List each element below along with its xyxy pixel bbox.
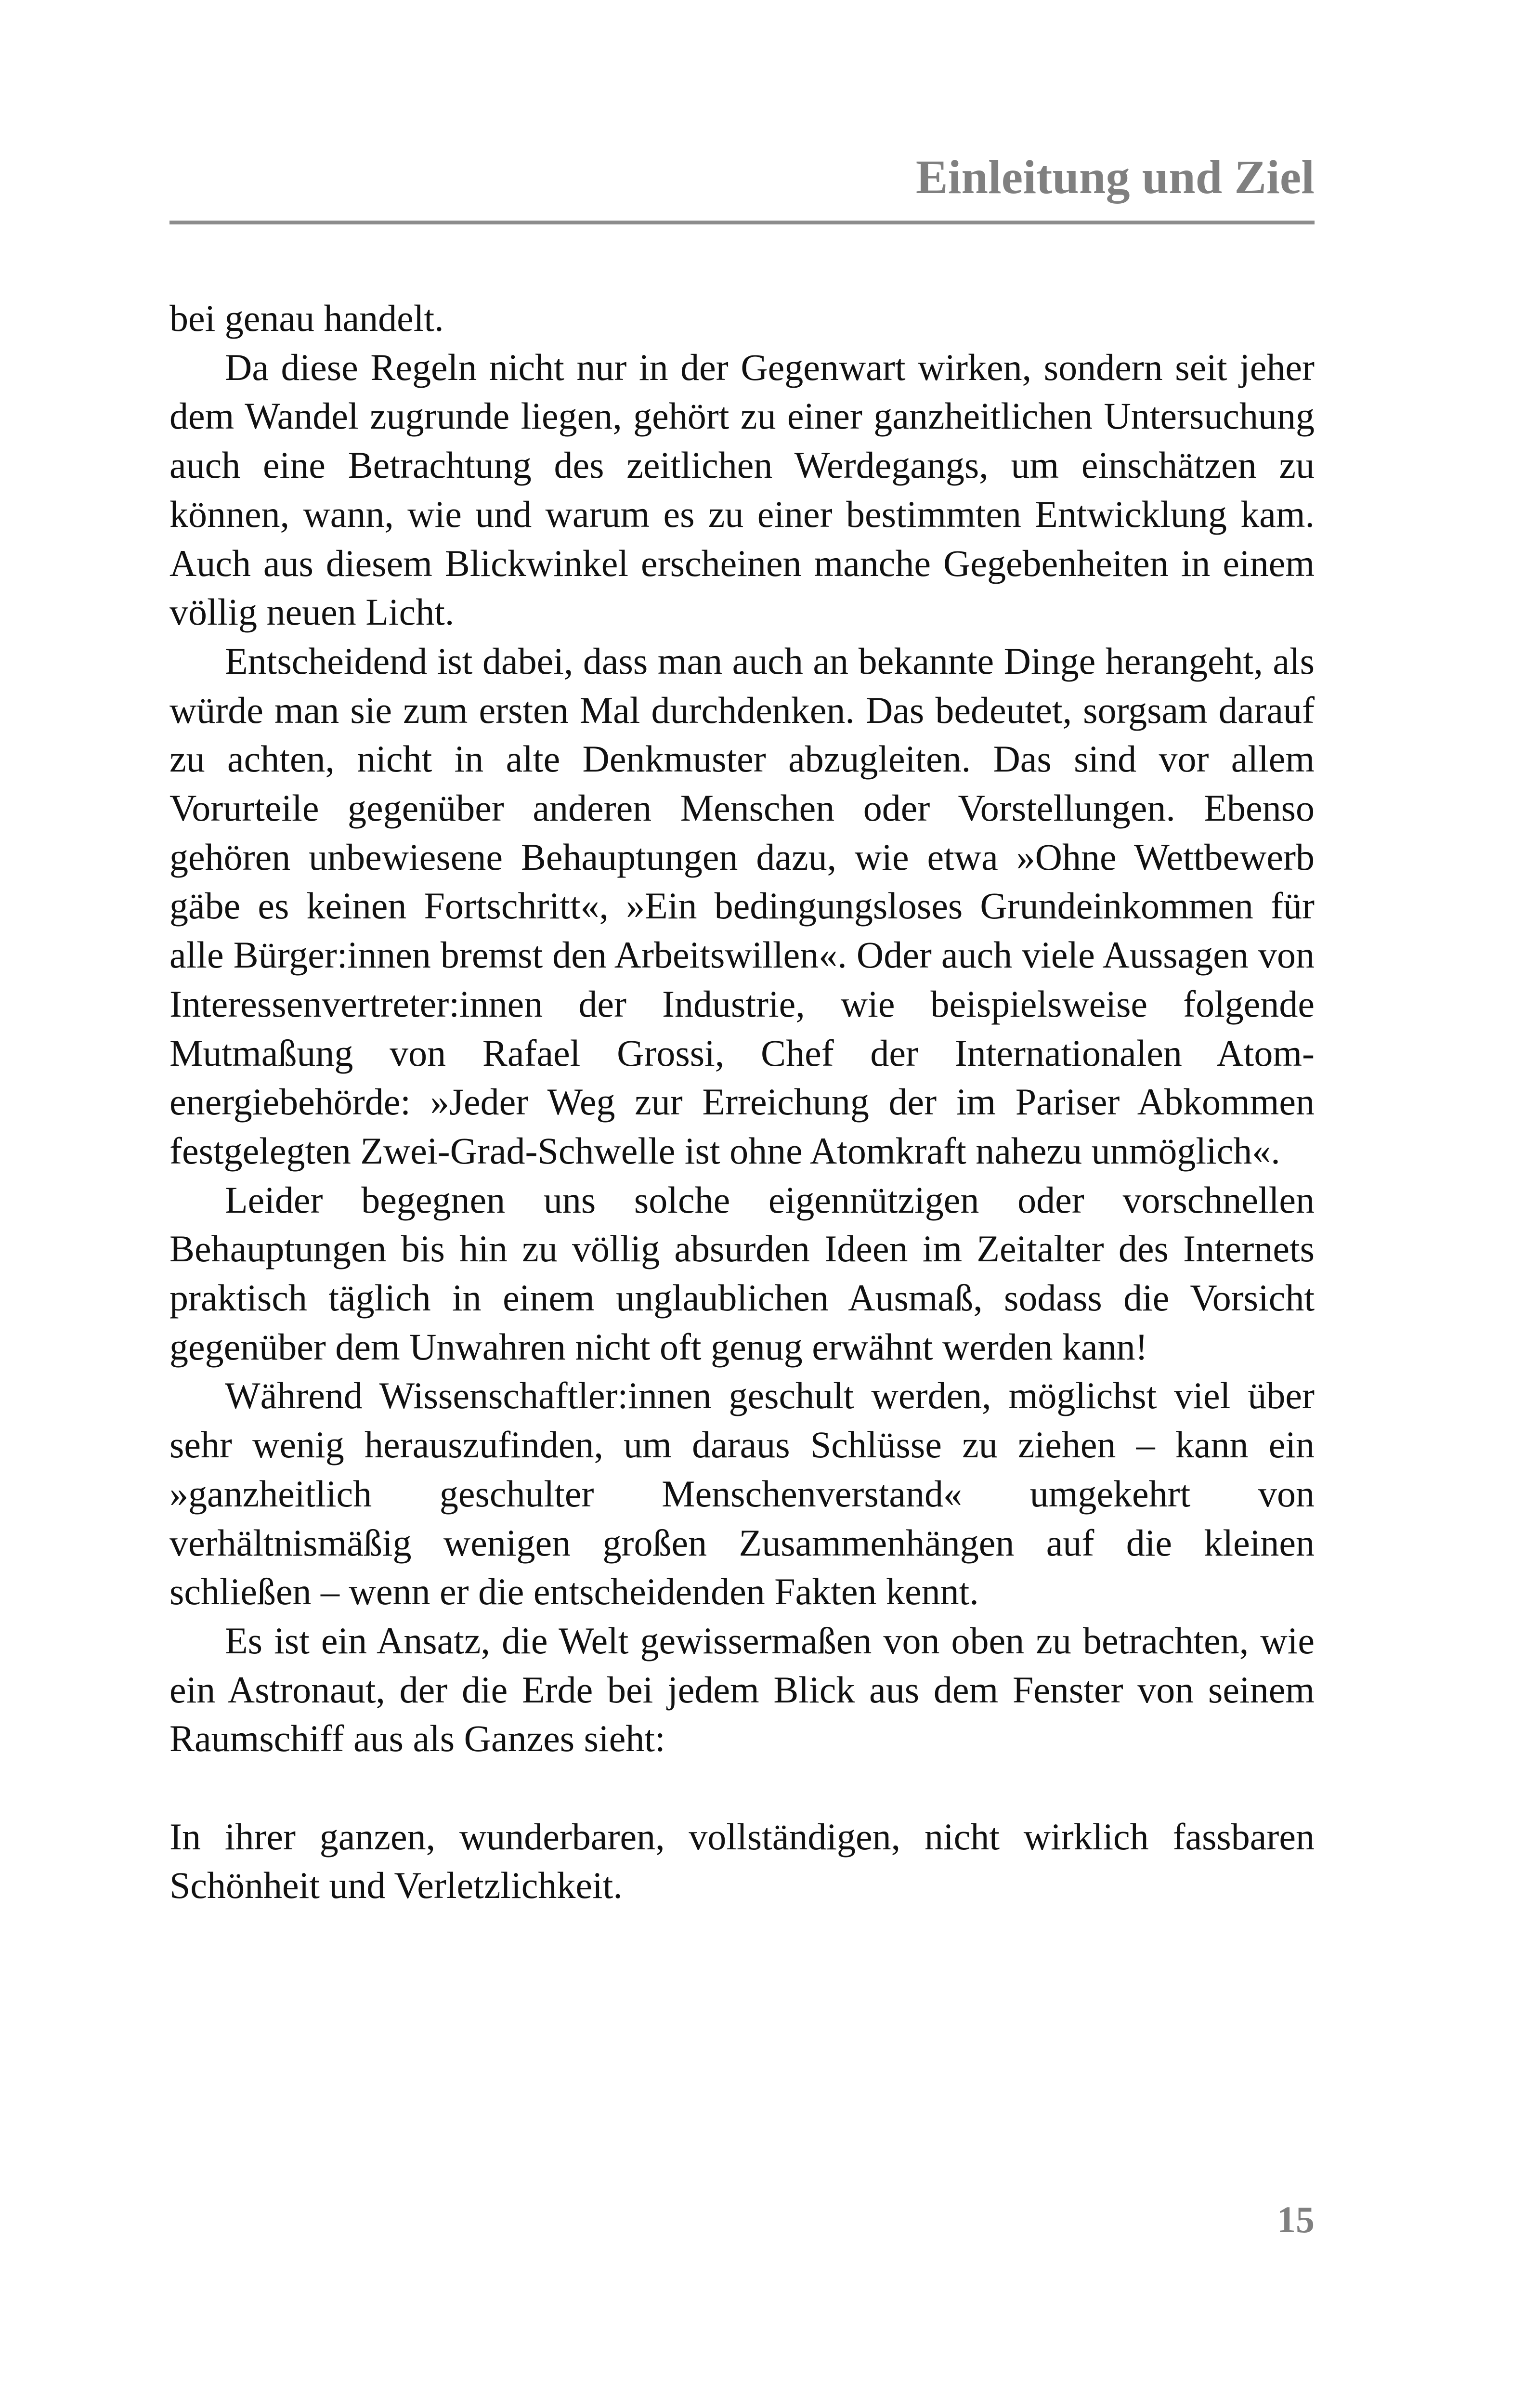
paragraph-3: Entscheidend ist dabei, dass man auch an bekannte Dinge herangeht, als würde man sie zum ersten Mal durchdenken. Das bedeutet, sorgsam darauf zu achten, nicht in alte Denkmuster abzugleiten. Das sind vor allem Vorurteile gegenüber anderen Menschen oder Vorstellungen. Ebenso gehören unbewiesene Behauptungen dazu, wie etwa »Ohne Wettbewerb gäbe es keinen Fortschritt«, »Ein bedingungsloses Grundeinkommen für alle Bürger:innen bremst den Arbeitswillen«. Oder auch viele Aussagen von Interessenvertreter:innen der Industrie, wie beispielsweise folgende Mutmaßung von Rafael Grossi, Chef der Internationalen Atomenergiebehörde: »Jeder Weg zur Erreichung der im Pariser Abkommen festgelegten Zwei-Grad-Schwelle ist ohne Atomkraft nahezu unmöglich«.	[169, 640, 1315, 1172]
page-number: 15	[1277, 2199, 1315, 2240]
closing-paragraph: In ihrer ganzen, wunderbaren, vollständigen, nicht wirklich fassbaren Schönheit und Verletzlichkeit.	[169, 1815, 1315, 1907]
paragraph-1: bei genau handelt.	[169, 297, 444, 339]
running-header-title: Einleitung und Ziel	[915, 150, 1315, 204]
body-text	[169, 294, 1315, 1910]
paragraph-4: Leider begegnen uns solche eigennützigen oder vorschnellen Behauptungen bis hin zu völlig absurden Ideen im Zeitalter des Internets praktisch täglich in einem unglaublichen Ausmaß, sodass die Vorsicht gegenüber dem Unwahren nicht oft genug erwähnt werden kann!	[169, 1178, 1315, 1368]
paragraph-2: Da diese Regeln nicht nur in der Gegenwart wirken, sondern seit jeher dem Wandel zugrunde liegen, gehört zu einer ganzheitlichen Untersuchung auch eine Betrachtung des zeitlichen Werdegangs, um einschätzen zu können, wann, wie und warum es zu einer bestimmten Entwicklung kam. Auch aus diesem Blickwinkel erscheinen manche Gegebenheiten in einem völlig neuen Licht.	[169, 346, 1315, 633]
paragraph-5: Während Wissenschaftler:innen geschult werden, möglichst viel über sehr wenig herauszufinden, um daraus Schlüsse zu ziehen – kann ein »ganzheitlich geschulter Menschenverstand« umgekehrt von verhältnismäßig wenigen großen Zusammenhängen auf die kleinen schließen – wenn er die entscheidenden Fakten kennt.	[169, 1374, 1315, 1613]
header-divider	[169, 221, 1315, 224]
paragraph-6: Es ist ein Ansatz, die Welt gewissermaßen von oben zu betrachten, wie ein Astronaut, der die Erde bei jedem Blick aus dem Fenster von seinem Raumschiff aus als Ganzes sieht:	[169, 1619, 1315, 1760]
